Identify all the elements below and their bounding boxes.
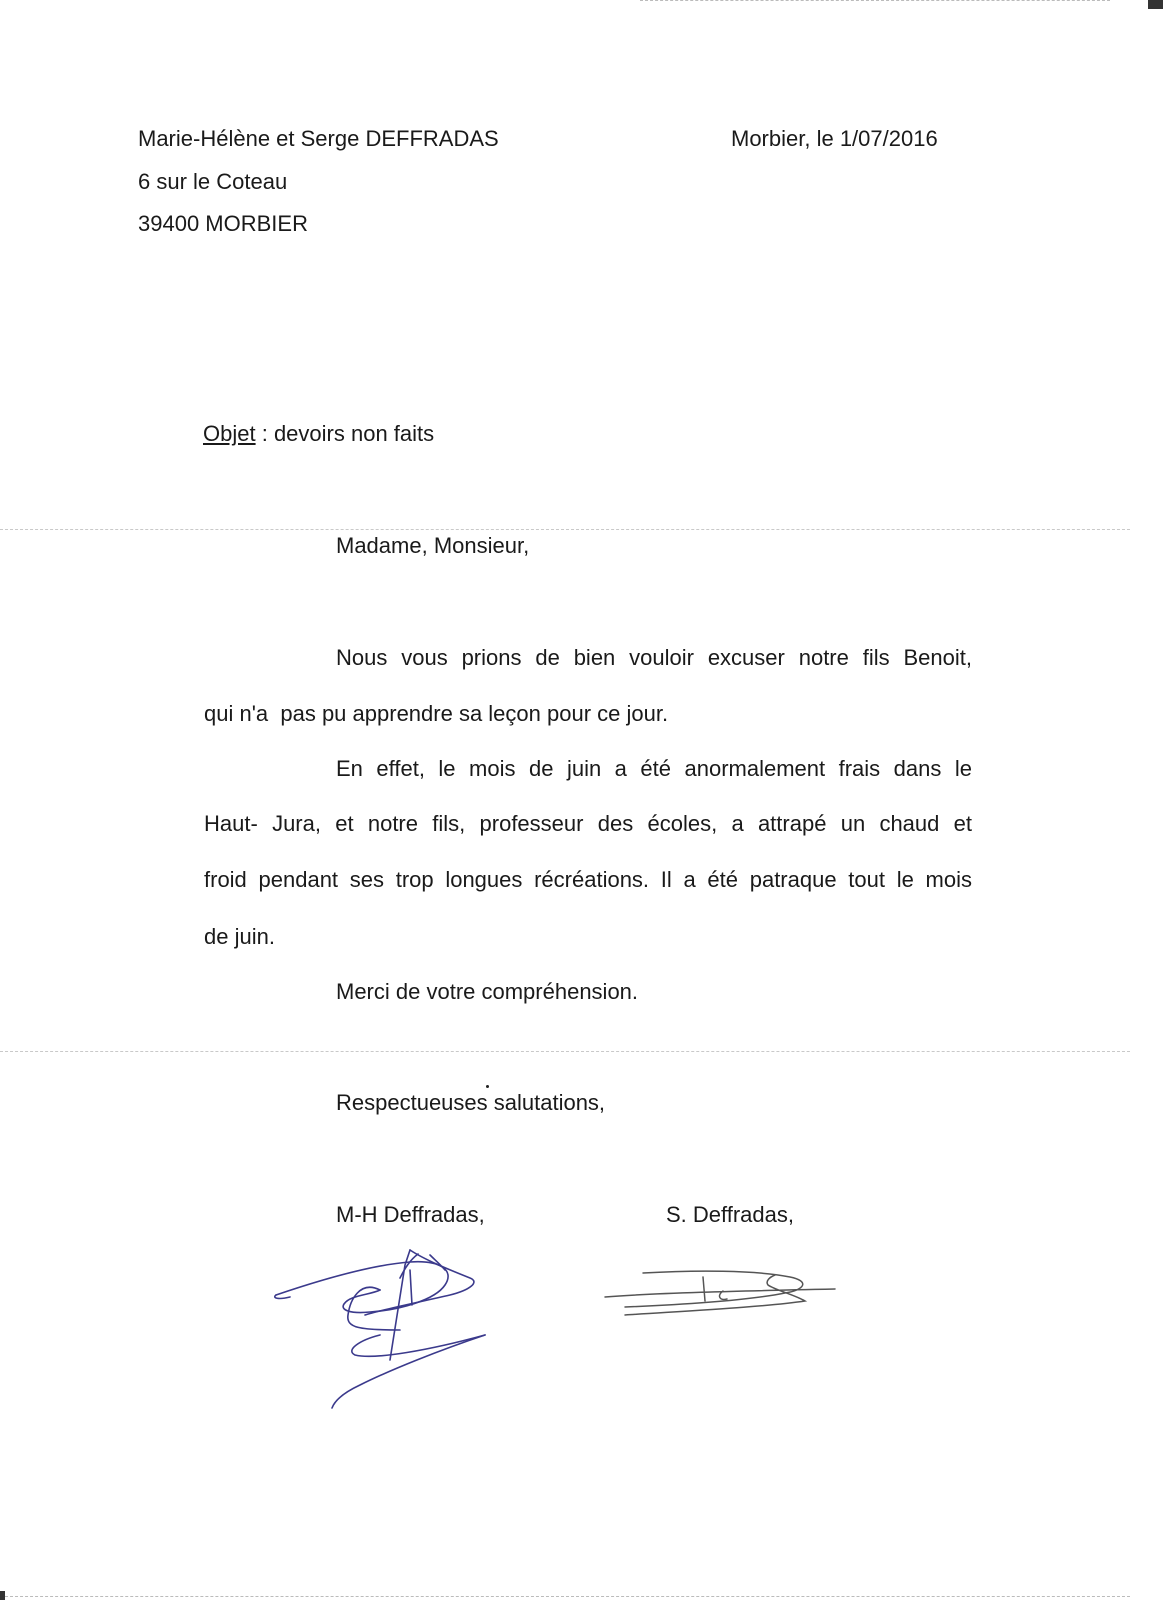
sender-street: 6 sur le Coteau [138,169,288,194]
body-paragraph-2-line-2: Haut- Jura, et notre fils, professeur des écoles, a attrapé un chaud et [204,811,972,836]
subject-separator: : [255,421,274,446]
signature-s-deffradas [595,1265,845,1325]
paper-fold-line [0,1051,1130,1052]
signature-mh-deffradas [260,1240,540,1410]
salutation: Madame, Monsieur, [336,533,530,558]
ink-dot [486,1085,489,1088]
signatory-name-1: M-H Deffradas, [336,1202,485,1227]
subject-text: devoirs non faits [273,421,435,446]
closing-line: Respectueuses salutations, [336,1090,606,1115]
sender-city: 39400 MORBIER [138,211,308,236]
subject-line [203,421,434,447]
scan-edge-line [640,0,1110,1]
signatory-name-2: S. Deffradas, [666,1202,794,1227]
body-paragraph-2-line-3: froid pendant ses trop longues récréations. Il a été patraque tout le mois [204,867,972,892]
date-line: Morbier, le 1/07/2016 [731,126,938,151]
body-paragraph-2-line-4: de juin. [204,924,275,949]
body-paragraph-1-line-1: Nous vous prions de bien vouloir excuser notre fils Benoit, [336,645,972,670]
sender-name: Marie-Hélène et Serge DEFFRADAS [138,126,499,151]
body-paragraph-1-line-2: qui n'a pas pu apprendre sa leçon pour ce jour. [204,701,669,726]
thanks-line: Merci de votre compréhension. [336,979,639,1004]
scan-edge-line [0,1596,1130,1597]
scan-edge-mark [0,1591,5,1600]
scan-edge-mark [1148,0,1163,9]
subject-label: Objet [203,421,256,446]
paper-fold-line [0,529,1130,530]
body-paragraph-2-line-1: En effet, le mois de juin a été anormalement frais dans le [336,756,972,781]
